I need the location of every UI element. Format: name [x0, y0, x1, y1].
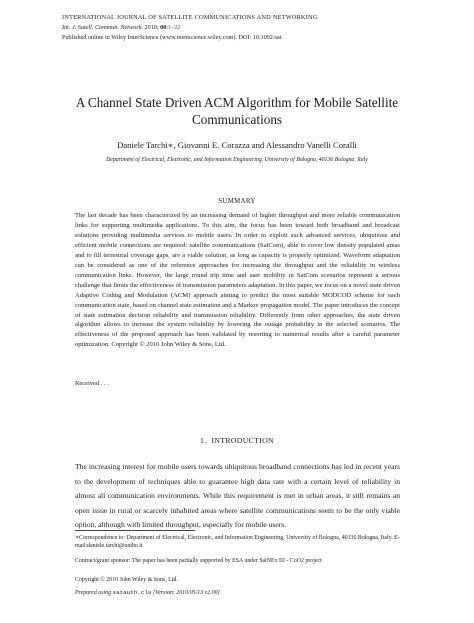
- section-heading-introduction: [40, 436, 434, 445]
- author-list: Daniele Tarchi∗, Giovanni E. Corazza and Alessandro Vanelli Coralli: [117, 140, 357, 150]
- prepared-using-note: [75, 589, 405, 597]
- journal-abbrev: Int. J. Satell. Commun. Network.: [62, 24, 143, 31]
- grant-footnote: Contract/grant sponsor: The paper has been partially supported by ESA under SatNEx III - CoO2 project: [75, 558, 322, 564]
- prepared-prefix: Prepared using: [75, 590, 113, 596]
- publication-info: Published online in Wiley InterScience (www.interscience.wiley.com). DOI: 10.1002/sat: [62, 34, 282, 41]
- author-affiliation: Department of Electrical, Electronic, and Information Engineering, University of Bologna, 40136 Bologna, Italy: [106, 157, 368, 163]
- received-date: Received . . .: [75, 380, 109, 387]
- section-title: INTRODUCTION: [211, 436, 274, 445]
- correspondence-footnote: ∗Correspondence to: Department of Electrical, Electronic, and Information Engineering, University of Bologna, 40136 Bologna, Italy. E-mail:daniele.tarchi@unibo.it: [75, 535, 400, 550]
- journal-header: [62, 13, 422, 43]
- citation-line: [62, 23, 422, 33]
- paper-title: A Channel State Driven ACM Algorithm for Mobile Satellite Communications: [75, 95, 399, 127]
- class-file-name: satauth.cls: [112, 589, 152, 596]
- page-separator: :: [166, 24, 169, 31]
- class-version: [Version: 2010/05/13 v2.00]: [151, 590, 220, 596]
- abstract-text: The last decade has been characterized by an increasing demand of higher throughput and more reliable communication links for supporting multimedia applications. To this aim, the focus has been toward both broadband and broadcast solutions providing multimedia services to mobile users. In order to exploit such advanced services, ubiquitous and efficient mobile connections are required: satellite communications (SatCom), able to cover low density populated areas and to fill terrestrial coverage gaps, are a viable solution, as long as capacity is properly optimized. Waveform adaptation can be considered as one of the reference approaches for increasing the throughput and the reliability in wireless communication links. However, the large round trip time and user mobility in SatCom scenarios represent a serious challenge that limits the effectiveness of transmission parameters adaptation. In this paper, we focus on a novel state driven Adaptive Coding and Modulation (ACM) approach aiming to predict the most suitable MODCOD scheme for each communication state, based on channel state estimation and a Markov propagation model. The paper introduces the concept of state estimation decision reliability and transmission reliability. Differently from other approaches, the state driven algorithm allows to increase the system reliability by lowering the outage probability in the selected scenarios. The effectiveness of the proposed approach has been validated by resorting to numerical results after a careful parameter optimization. Copyright © 2010 John Wiley & Sons, Ltd.: [75, 212, 400, 349]
- introduction-paragraph: The increasing interest for mobile users towards ubiquitous broadband connections has led in recent years to the development of techniques able to guarantee high data rate with a certain level of reliability in almost all communication environments. While this requirement is met in urban areas, it still remains an open issue in rural or scarcely inhabited areas where satellite communications seem to be the only viable option, although with limited throughput, especially for mobile users.: [75, 462, 400, 530]
- journal-name: INTERNATIONAL JOURNAL OF SATELLITE COMMUNICATIONS AND NETWORKING: [62, 14, 318, 21]
- volume-number: 00: [160, 24, 167, 31]
- page-range-link[interactable]: 1–22: [168, 24, 181, 31]
- citation-year: 2010;: [142, 24, 161, 31]
- summary-heading: SUMMARY: [218, 198, 256, 205]
- copyright-notice: Copyright © 2010 John Wiley & Sons, Ltd.: [75, 577, 178, 583]
- section-number: 1.: [200, 436, 207, 445]
- footnote-divider: [75, 530, 195, 531]
